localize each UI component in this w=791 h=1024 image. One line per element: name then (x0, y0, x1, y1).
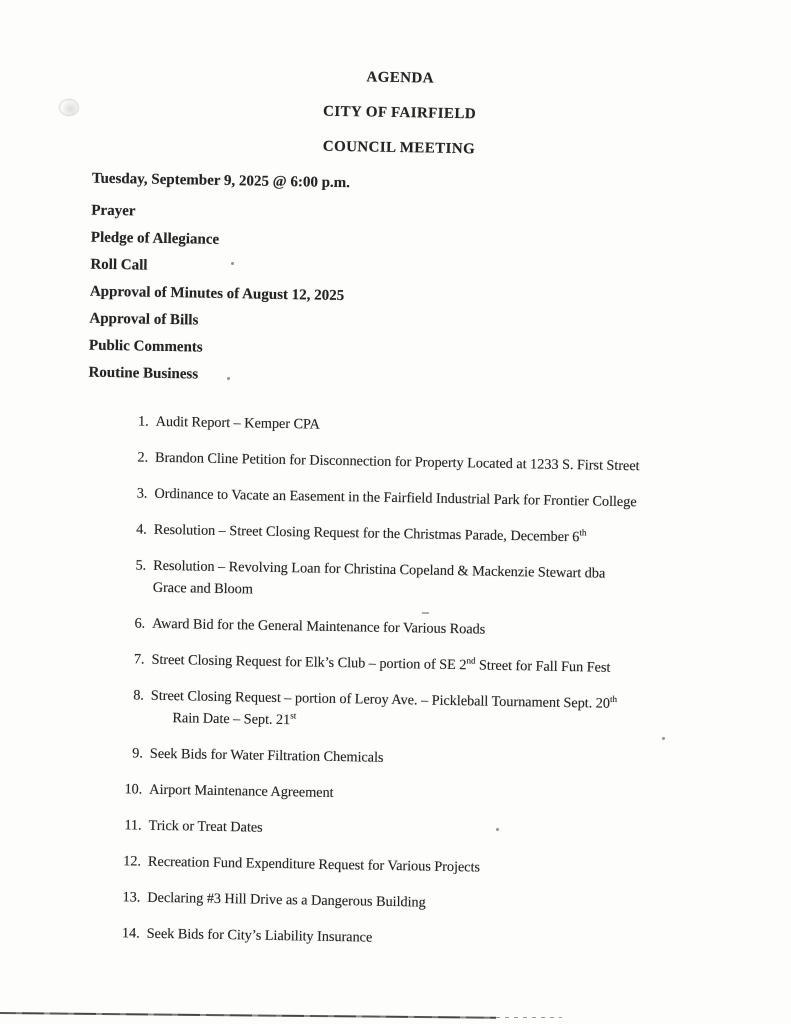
agenda-item-text (152, 613, 485, 641)
scan-artifact-dot (662, 737, 665, 740)
agenda-item-number: 11. (124, 817, 142, 834)
agenda-item-number: 13. (122, 889, 141, 906)
agenda-item-number: 3. (136, 485, 148, 502)
ordinal-superscript: th (609, 693, 618, 705)
agenda-item-text (151, 649, 610, 679)
scan-artifact-dot (496, 828, 499, 831)
ordinal-superscript: st (290, 710, 297, 721)
agenda-item-text (149, 779, 334, 804)
agenda-item-text (147, 923, 373, 949)
city-title: CITY OF FAIRFIELD (322, 103, 477, 123)
agenda-item-number: 8. (133, 687, 145, 704)
scan-artifact-dash (422, 612, 429, 614)
ordinal-superscript: nd (466, 655, 476, 666)
agenda-item-text (147, 887, 426, 914)
agenda-item-line: Resolution – Revolving Loan for Christina Copeland & Mackenzie Stewart dba (153, 557, 606, 582)
agenda-item (115, 814, 776, 848)
agenda-item-text (155, 411, 320, 436)
agenda-item-line: Seek Bids for City’s Liability Insurance (146, 925, 373, 946)
agenda-item-text (155, 447, 640, 477)
agenda-item-text (148, 815, 262, 839)
agenda-item-number: 4. (136, 521, 147, 538)
agenda-item-number: 5. (135, 557, 147, 574)
agenda-item-line: Street Closing Request – portion of Leroy Ave. – Pickleball Tournament Sept. 20th (150, 687, 618, 712)
meeting-datetime: Tuesday, September 9, 2025 @ 6:00 p.m. (91, 170, 351, 192)
agenda-item-number: 6. (134, 615, 146, 632)
agenda-item (117, 684, 779, 740)
agenda-item-number: 10. (124, 781, 143, 798)
preamble-line: Prayer (91, 202, 136, 220)
agenda-item-line: Airport Maintenance Agreement (149, 781, 334, 801)
agenda-item-text (150, 685, 617, 737)
agenda-item (114, 922, 775, 956)
agenda-item (118, 648, 779, 682)
page-bottom-scan-line-tail (496, 1017, 562, 1018)
agenda-item-text (154, 519, 587, 549)
agenda-item-line: Brandon Cline Petition for Disconnection for Property Located at 1233 S. First Street (154, 449, 640, 475)
agenda-item-text (153, 555, 606, 607)
agenda-item-line: Seek Bids for Water Filtration Chemicals (149, 745, 384, 766)
preamble-line: Approval of Minutes of August 12, 2025 (89, 283, 345, 305)
agenda-item (121, 518, 782, 552)
preamble-line: Public Comments (88, 337, 203, 356)
agenda-item-text (148, 851, 480, 879)
scan-artifact-dot (227, 377, 230, 380)
ordinal-superscript: th (579, 527, 587, 538)
agenda-item (122, 446, 783, 480)
agenda-item-line: Award Bid for the General Maintenance for Various Roads (151, 615, 486, 638)
document-header (0, 0, 791, 165)
agenda-item-text (150, 743, 384, 769)
preamble-line: Roll Call (90, 256, 148, 274)
agenda-item-line: Resolution – Street Closing Request for the Christmas Parade, December 6th (153, 521, 587, 546)
agenda-item (115, 850, 776, 884)
agenda-item-line: Grace and Bloom (152, 579, 253, 598)
agenda-item-line: Rain Date – Sept. 21st (172, 710, 297, 729)
agenda-item (117, 742, 778, 776)
agenda-item-line: Trick or Treat Dates (148, 817, 263, 836)
agenda-item-number: 9. (132, 745, 144, 762)
agenda-item (122, 410, 783, 444)
scan-artifact-dot (231, 262, 234, 265)
agenda-item (116, 778, 777, 812)
agenda-item-line: Street Closing Request for Elk’s Club – portion of SE 2nd Street for Fall Fun Fest (151, 651, 611, 676)
agenda-item (121, 482, 782, 516)
agenda-item-number: 1. (137, 413, 149, 430)
agenda-item-line: Ordinance to Vacate an Easement in the Fairfield Industrial Park for Frontier College (154, 485, 637, 511)
agenda-item (120, 554, 782, 610)
agenda-title: AGENDA (366, 69, 435, 87)
agenda-item-line: Recreation Fund Expenditure Request for Various Projects (147, 853, 481, 876)
preamble-list (0, 200, 787, 395)
preamble-line: Routine Business (88, 364, 199, 383)
agenda-item-number: 2. (137, 449, 149, 466)
agenda-items-list (0, 408, 784, 956)
agenda-item (119, 612, 780, 646)
agenda-item-number: 7. (133, 651, 145, 668)
preamble-line: Pledge of Allegiance (90, 229, 220, 248)
scan-artifact-smudge (59, 99, 79, 116)
agenda-item-number: 12. (123, 853, 142, 870)
agenda-item-line: Declaring #3 Hill Drive as a Dangerous Building (147, 889, 426, 911)
preamble-line: Approval of Bills (89, 310, 199, 329)
meeting-title: COUNCIL MEETING (322, 138, 476, 158)
agenda-item-line: Audit Report – Kemper CPA (155, 413, 320, 433)
agenda-item-number: 14. (121, 925, 140, 942)
agenda-item (114, 886, 775, 920)
agenda-item-text (154, 483, 637, 513)
